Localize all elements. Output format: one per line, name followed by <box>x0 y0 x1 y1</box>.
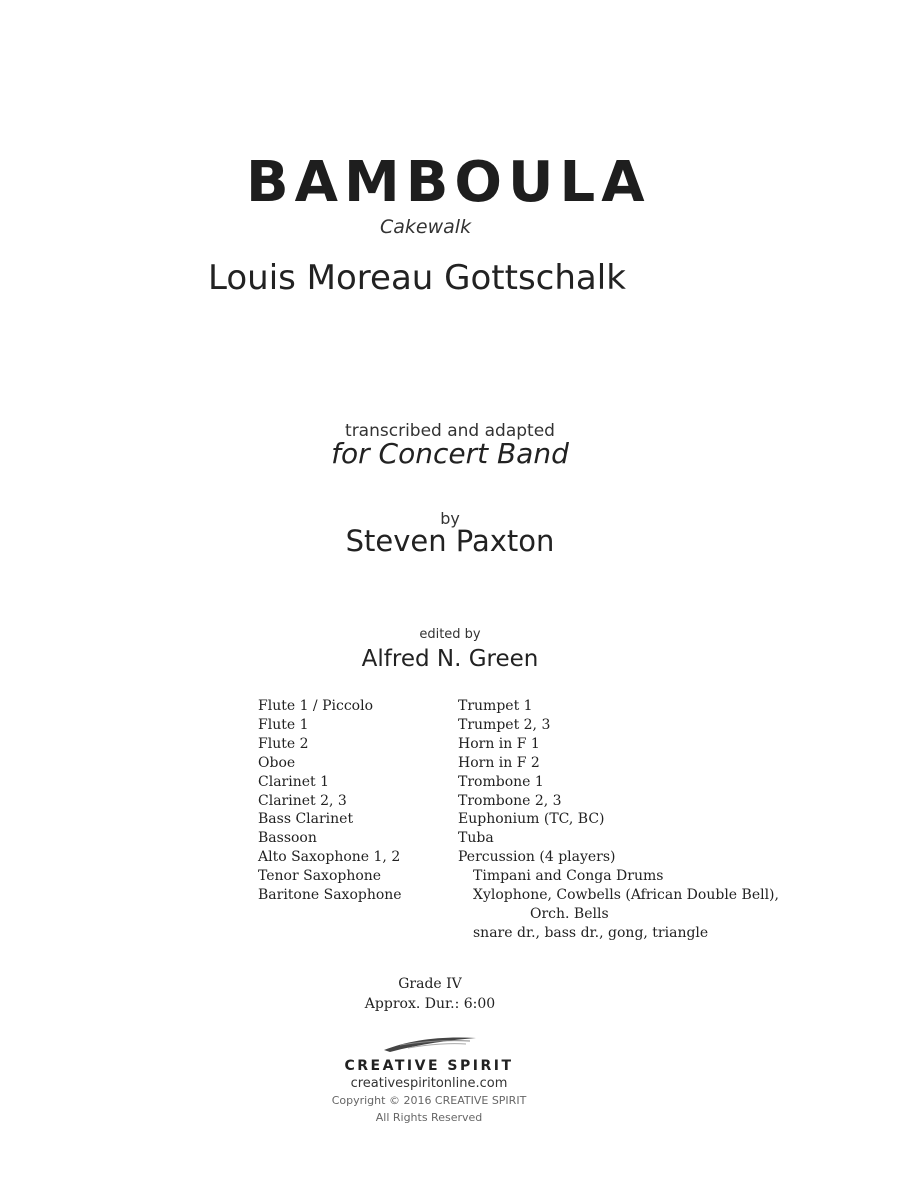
instrument-item: Clarinet 1 <box>258 773 329 790</box>
percussion-part: Timpani and Conga Drums <box>473 868 664 885</box>
score-title: BAMBOULA <box>246 150 651 215</box>
instrument-item: Percussion (4 players) <box>458 849 616 866</box>
instrument-item: Bassoon <box>258 830 317 847</box>
percussion-part: Orch. Bells <box>530 905 609 922</box>
rights-notice: All Rights Reserved <box>375 1111 483 1124</box>
instrument-item: Trumpet 2, 3 <box>458 716 551 733</box>
percussion-part: snare dr., bass dr., gong, triangle <box>473 924 709 941</box>
copyright-notice: Copyright © 2016 CREATIVE SPIRIT <box>331 1094 527 1107</box>
instrument-item: Clarinet 2, 3 <box>258 792 347 809</box>
instrument-list-right <box>458 697 779 943</box>
instrument-item: Baritone Saxophone <box>258 887 402 904</box>
instrument-list-left <box>258 697 402 905</box>
publisher-name: CREATIVE SPIRIT <box>344 1058 514 1074</box>
publisher-website[interactable]: creativespiritonline.com <box>350 1076 508 1091</box>
instrument-item: Trombone 2, 3 <box>458 792 562 809</box>
instrument-item: Trumpet 1 <box>458 698 533 714</box>
instrument-item: Alto Saxophone 1, 2 <box>258 849 401 866</box>
instrument-item: Tuba <box>458 830 494 847</box>
score-subtitle: Cakewalk <box>380 216 472 238</box>
for-concert-band: for Concert Band <box>331 437 569 470</box>
edited-by-label: edited by <box>419 627 481 642</box>
grade-level: Grade IV <box>398 976 462 992</box>
instrument-item: Oboe <box>258 754 296 771</box>
instrument-item: Trombone 1 <box>458 773 544 790</box>
instrument-item: Tenor Saxophone <box>258 868 382 885</box>
instrument-item: Bass Clarinet <box>258 811 354 828</box>
percussion-part: Xylophone, Cowbells (African Double Bell), <box>473 887 779 904</box>
instrument-item: Euphonium (TC, BC) <box>458 811 605 828</box>
instrument-item: Flute 2 <box>258 735 309 752</box>
instrument-item: Horn in F 2 <box>458 754 540 771</box>
instrument-item: Horn in F 1 <box>458 735 540 752</box>
editor-name: Alfred N. Green <box>361 646 539 672</box>
publisher-logo-swoosh-icon <box>380 1032 480 1054</box>
composer-name: Louis Moreau Gottschalk <box>208 258 626 298</box>
approx-duration: Approx. Dur.: 6:00 <box>364 996 496 1012</box>
transcribed-line: transcribed and adapted <box>345 421 555 441</box>
instrument-item: Flute 1 / Piccolo <box>258 698 374 714</box>
instrument-item: Flute 1 <box>258 716 309 733</box>
by-label: by <box>440 509 460 528</box>
arranger-name: Steven Paxton <box>345 524 555 558</box>
